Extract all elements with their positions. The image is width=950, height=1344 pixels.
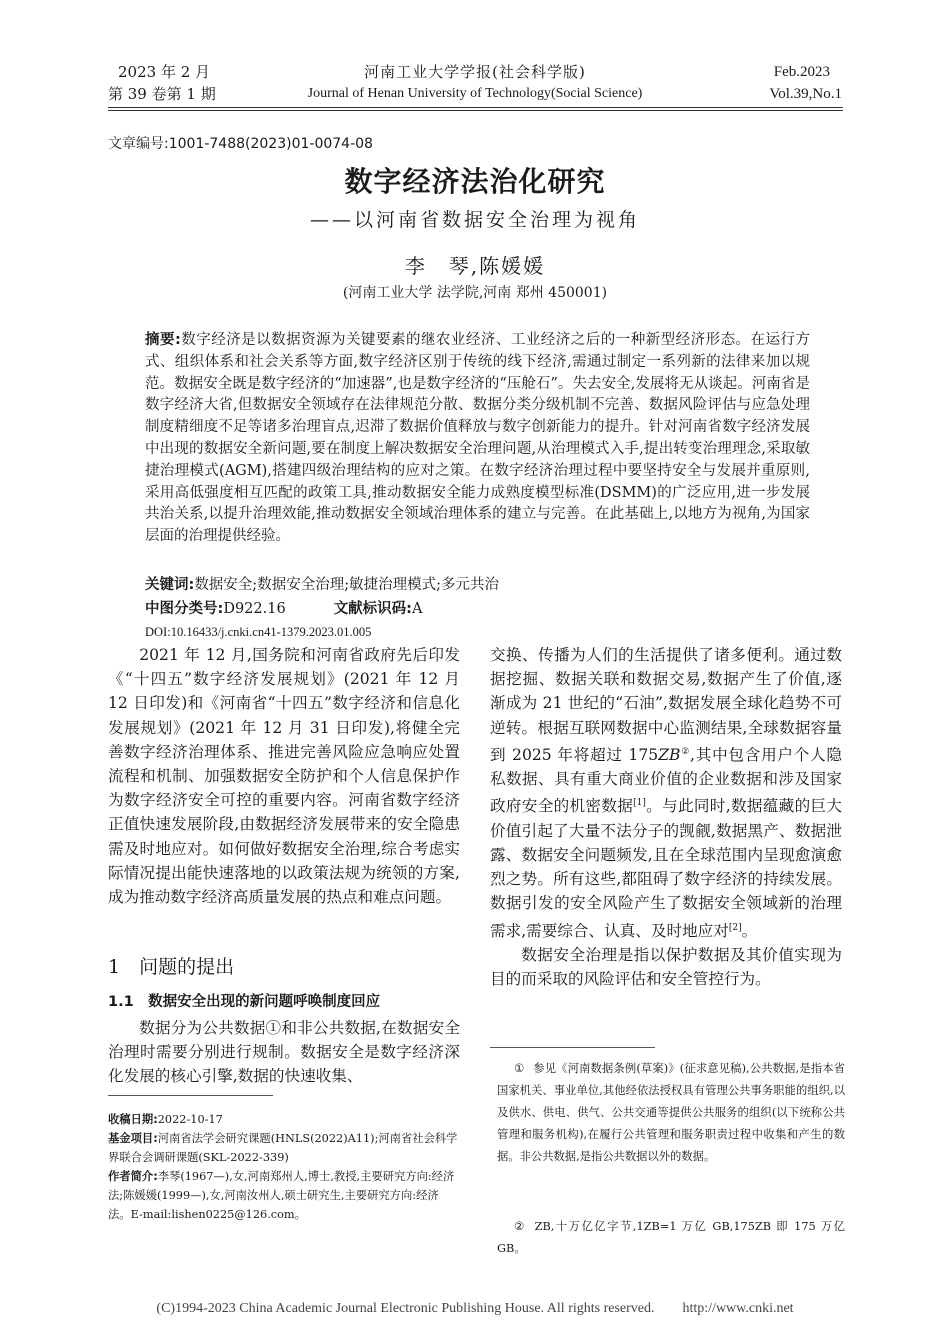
issue-date-en: Feb.2023 <box>773 64 830 80</box>
right-paragraph-2: 数据安全治理是指以保护数据及其价值实现为目的而采取的风险评估和安全管控行为。 <box>490 946 842 989</box>
right-paragraph-1 <box>490 643 842 943</box>
unit-zb: ZB <box>658 746 681 764</box>
received-label: 收稿日期: <box>108 1113 158 1126</box>
citation-1[interactable]: [1] <box>633 798 646 809</box>
section-heading: 1 问题的提出 <box>108 956 235 978</box>
article-subtitle: ——以河南省数据安全治理为视角 <box>309 209 640 231</box>
footnote-1 <box>497 1058 845 1168</box>
subsection-heading: 1.1 数据安全出现的新问题呼唤制度回应 <box>108 994 381 1010</box>
fn2-text: ZB,十万亿亿字节,1ZB=1 万亿 GB,175ZB 即 175 万亿 GB。 <box>497 1220 845 1255</box>
right-para1-b: ,其中包含用户个人隐私数据、具有重大商业价值的企业数据和涉及国家政府安全的机密数据 <box>490 746 842 816</box>
clc-value: D922.16 <box>223 601 286 617</box>
article-number: 文章编号:1001-7488(2023)01-0074-08 <box>108 136 373 152</box>
left-column-para2 <box>108 1016 460 1089</box>
doi: DOI:10.16433/j.cnki.cn41-1379.2023.01.005 <box>145 625 372 639</box>
keywords <box>145 573 499 594</box>
right-para1-a: 交换、传播为人们的生活提供了诸多便利。通过数据挖掘、数据关联和数据交易,数据产生了价值,逐渐成为 21 世纪的“石油”,数据发展全球化趋势不可逆转。根据互联网数据中心监测结果,全球数据容量到 2025 年将超过 175 <box>490 646 842 764</box>
footnote-rule-left <box>108 1095 273 1096</box>
intro-paragraph: 2021 年 12 月,国务院和河南省政府先后印发《“十四五”数字经济发展规划》(2021 年 12 月 12 日印发)和《河南省“十四五”数字经济和信息化发展规划》(2021 年 12 月 31 日印发),将健全完善数字经济治理体系、推进完善风险应急响应处置流程和机制、加强数据安全防护和个人信息保护作为数字经济安全可控的重要内容。河南省数字经济正值快速发展阶段,由数据经济发展带来的安全隐患需及时地应对。如何做好数据安全治理,综合考虑实际情况提出能快速落地的以政策法规为统领的方案,成为推动数字经济高质量发展的热点和难点问题。 <box>108 646 460 907</box>
received-value: 2022-10-17 <box>157 1113 223 1126</box>
journal-name-cn: 河南工业大学学报(社会科学版) <box>364 63 586 81</box>
classification <box>145 597 422 618</box>
header-rule <box>108 107 843 108</box>
abstract <box>145 330 810 548</box>
abstract-text: 数字经济是以数据资源为关键要素的继农业经济、工业经济之后的一种新型经济形态。在运行方式、组织体系和社会关系等方面,数字经济区别于传统的线下经济,需通过制定一系列新的法律来加以规范。数据安全既是数字经济的“加速器”,也是数字经济的“压舱石”。失去安全,发展将无从谈起。河南省是数字经济大省,但数据安全领域存在法律规范分散、数据分类分级机制不完善、数据风险评估与应急处理制度精细度不足等诸多治理盲点,迟滞了数据价值释放与数字创新能力的提升。针对河南省数字经济发展中出现的数据安全新问题,要在制度上解决数据安全治理问题,从治理模式入手,提出转变治理理念,采取敏捷治理模式(AGM),搭建四级治理结构的应对之策。在数字经济治理过程中要坚持安全与发展并重原则,采用高低强度相互匹配的政策工具,推动数据安全能力成熟度模型标准(DSMM)的广泛应用,进一步发展共治关系,以提升治理效能,推动数据安全领域治理体系的建立与完善。在此基础上,以地方为视角,为国家层面的治理提供经验。 <box>145 332 810 545</box>
fund-label: 基金项目: <box>108 1132 158 1145</box>
citation-2[interactable]: [2] <box>728 922 742 933</box>
author-info <box>108 1167 460 1224</box>
affiliation: (河南工业大学 法学院,河南 郑州 450001) <box>342 285 608 301</box>
para2-text-b: 和非公共数据,在数据安全治理时需要分别进行规制。数据安全是数字经济深化发展的核心引擎,数据的快速收集、 <box>108 1019 460 1086</box>
right-para1-c: 。与此同时,数据蕴藏的巨大价值引起了大量不法分子的觊觎,数据黑产、数据泄露、数据安全问题频发,且在全球范围内呈现愈演愈烈之势。所有这些,都阻碍了数字经济的持续发展。数据引发的安全风险产生了数据安全领域新的治理需求,需要综合、认真、及时地应对 <box>490 797 842 940</box>
footnote-mark-1[interactable]: ① <box>265 1019 282 1037</box>
header-rule-2 <box>108 110 843 111</box>
keywords-text: 数据安全;数据安全治理;敏捷治理模式;多元共治 <box>194 577 499 593</box>
fn1-mark: ① <box>513 1062 525 1075</box>
para2-text-a: 数据分为公共数据 <box>139 1019 266 1037</box>
article-info-notes <box>108 1110 460 1224</box>
volume-issue: 第 39 卷第 1 期 <box>108 85 216 103</box>
journal-name-en: Journal of Henan University of Technology(Social Science) <box>307 86 643 101</box>
fn1-text: 参见《河南数据条例(草案)》(征求意见稿),公共数据,是指本省国家机关、事业单位,其他经依法授权具有管理公共事务职能的组织,以及供水、供电、供气、公共交通等提供公共服务的组织(以下统称公共管理和服务机构),在履行公共管理和服务职责过程中收集和产生的数据。非公共数据,是指公共数据以外的数据。 <box>497 1062 845 1163</box>
issue-date: 2023 年 2 月 <box>118 63 211 81</box>
doc-code-label: 文献标识码: <box>333 601 412 617</box>
left-column-intro <box>108 643 460 909</box>
received-date <box>108 1110 460 1129</box>
right-para1-d: 。 <box>741 921 758 940</box>
article-title: 数字经济法治化研究 <box>344 165 606 198</box>
footnote-mark-2[interactable]: ② <box>680 746 691 757</box>
author-label: 作者简介: <box>108 1170 158 1183</box>
keywords-label: 关键词: <box>145 577 195 593</box>
author-value: 李琴(1967—),女,河南郑州人,博士,教授,主要研究方向:经济法;陈媛媛(1999—),女,河南汝州人,硕士研究生,主要研究方向:经济法。E-mail:lishen0225@126.com。 <box>108 1170 455 1221</box>
fn2-mark: ② <box>513 1220 526 1233</box>
footnote-rule-right <box>490 1047 655 1048</box>
paragraph-2 <box>108 1016 460 1089</box>
doc-code-value: A <box>412 601 423 617</box>
footnote-2 <box>497 1216 845 1260</box>
abstract-label: 摘要: <box>145 332 181 348</box>
authors: 李 琴,陈媛媛 <box>404 254 546 278</box>
clc-label: 中图分类号: <box>145 601 224 617</box>
fund-info <box>108 1129 460 1167</box>
fund-value: 河南省法学会研究课题(HNLS(2022)A11);河南省社会科学界联合会调研课题(SKL-2022-339) <box>108 1132 458 1164</box>
volume-issue-en: Vol.39,No.1 <box>769 86 842 102</box>
right-column <box>490 643 842 991</box>
copyright-footer: (C)1994-2023 China Academic Journal Electronic Publishing House. All rights reserved. http://www.cnki.net <box>156 1301 794 1316</box>
